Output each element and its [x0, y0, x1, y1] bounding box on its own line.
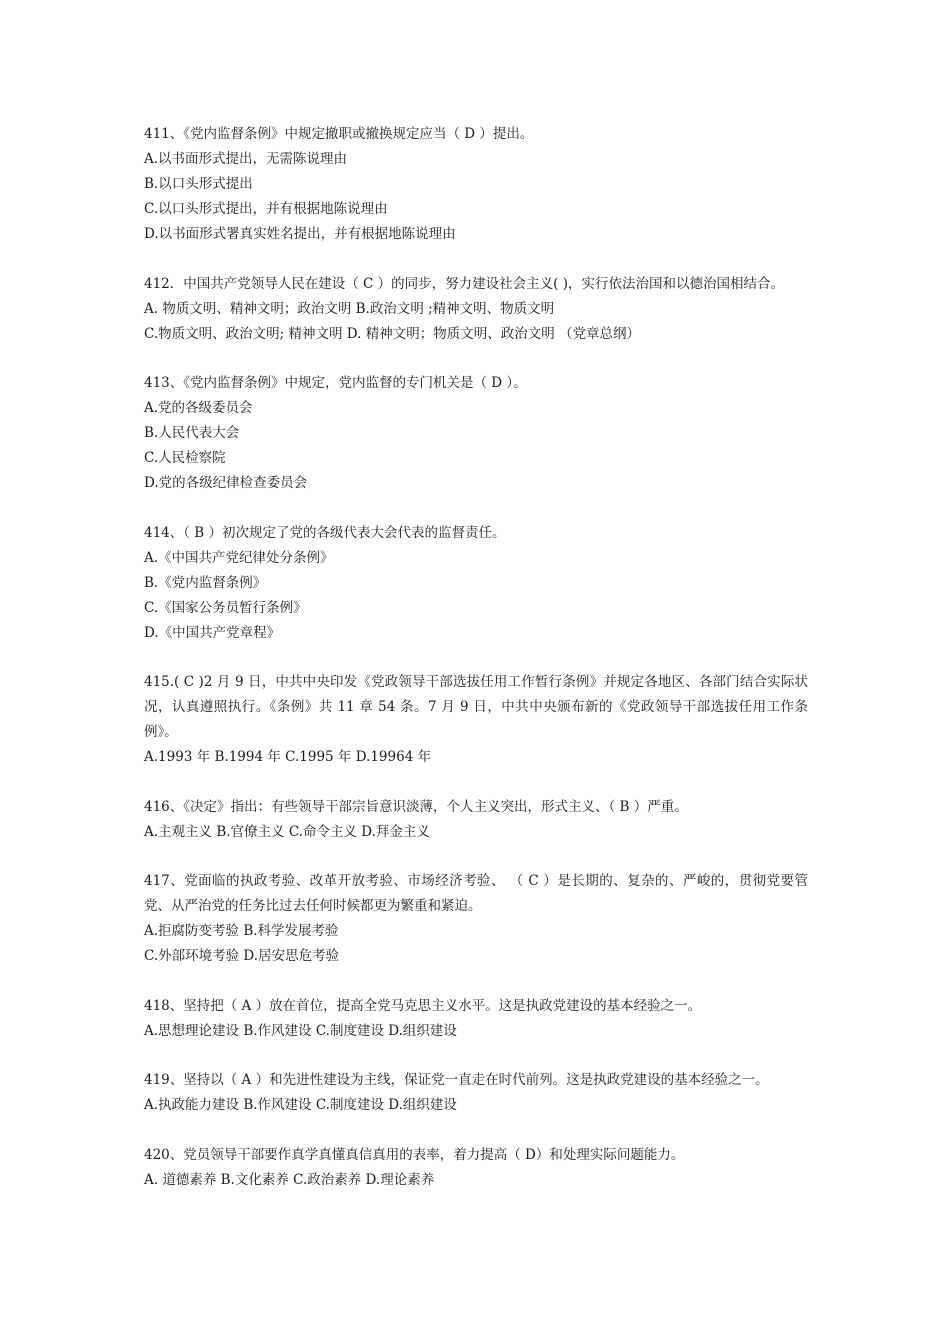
- question-stem: 419、坚持以（ A ）和先进性建设为主线，保证党一直走在时代前列。这是执政党建设的基本经验之一。: [144, 1072, 769, 1088]
- options-line-1: A. 物质文明、精神文明；政治文明 B.政治文明 ;精神文明、物质文明: [144, 300, 555, 317]
- question-411: [144, 122, 808, 247]
- question-list: [144, 122, 808, 1217]
- question-418: [144, 994, 808, 1044]
- options-line: A.主观主义 B.官僚主义 C.命令主义 D.拜金主义: [144, 823, 430, 840]
- option-a: A.《中国共产党纪律处分条例》: [144, 549, 334, 566]
- option-c: C.以口头形式提出，并有根据地陈说理由: [144, 201, 388, 217]
- question-412: [144, 272, 808, 347]
- options-line: A.思想理论建设 B.作风建设 C.制度建设 D.组织建设: [144, 1022, 457, 1039]
- option-d: D.《中国共产党章程》: [144, 624, 281, 641]
- option-b: B.以口头形式提出: [144, 176, 253, 192]
- question-415: [144, 670, 808, 770]
- question-413: [144, 371, 808, 496]
- options-line-2: C.外部环境考验 D.居安思危考验: [144, 948, 340, 964]
- question-stem: 416、《决定》指出：有些领导干部宗旨意识淡薄，个人主义突出，形式主义、（ B ）严重。: [144, 798, 688, 815]
- question-417: [144, 869, 808, 969]
- question-stem: 414、（ B ）初次规定了党的各级代表大会代表的监督责任。: [144, 524, 506, 541]
- option-a: A.以书面形式提出，无需陈说理由: [144, 151, 348, 167]
- option-b: B.人民代表大会: [144, 425, 240, 441]
- option-c: C.《国家公务员暂行条例》: [144, 599, 307, 616]
- options-line-2: C.物质文明、政治文明; 精神文明 D. 精神文明；物质文明、政治文明 （党章总纲）: [144, 325, 640, 342]
- question-419: [144, 1068, 808, 1118]
- options-line-1: A.拒腐防变考验 B.科学发展考验: [144, 923, 339, 939]
- option-a: A.党的各级委员会: [144, 400, 253, 416]
- question-stem: 412．中国共产党领导人民在建设（ C ）的同步，努力建设社会主义( )，实行依法治国和以德治国相结合。: [144, 275, 785, 292]
- question-stem: 413、《党内监督条例》中规定，党内监督的专门机关是（ D ）。: [144, 375, 527, 391]
- options-line: A.执政能力建设 B.作风建设 C.制度建设 D.组织建设: [144, 1097, 457, 1113]
- question-stem: 418、坚持把（ A ）放在首位，提高全党马克思主义水平。这是执政党建设的基本经验之一。: [144, 997, 702, 1014]
- question-420: [144, 1143, 808, 1193]
- question-stem: 411、《党内监督条例》中规定撤职或撤换规定应当（ D ）提出。: [144, 126, 534, 142]
- question-stem: 420、党员领导干部要作真学真懂真信真用的表率，着力提高（ D）和处理实际问题能力。: [144, 1146, 685, 1163]
- question-stem: 417、党面临的执政考验、改革开放考验、市场经济考验、 （ C ）是长期的、复杂的、严峻的，贯彻党要管党、从严治党的任务比过去任何时候都更为繁重和紧迫。: [144, 873, 808, 914]
- question-416: [144, 795, 808, 845]
- question-stem: 415.( C )2 月 9 日，中共中央印发《党政领导干部选拔任用工作暂行条例》并规定各地区、各部门结合实际状况，认真遵照执行。《条例》共 11 章 54 条。7 月 9 日，中共中央颁布新的《党政领导干部选拔任用工作条例》。: [144, 674, 808, 740]
- options-line: A.1993 年 B.1994 年 C.1995 年 D.19964 年: [144, 749, 432, 765]
- option-b: B.《党内监督条例》: [144, 574, 267, 591]
- option-d: D.党的各级纪律检查委员会: [144, 475, 308, 491]
- option-d: D.以书面形式署真实姓名提出，并有根据地陈说理由: [144, 226, 456, 242]
- options-line: A. 道德素养 B.文化素养 C.政治素养 D.理论素养: [144, 1171, 435, 1188]
- option-c: C.人民检察院: [144, 450, 226, 466]
- question-414: [144, 521, 808, 646]
